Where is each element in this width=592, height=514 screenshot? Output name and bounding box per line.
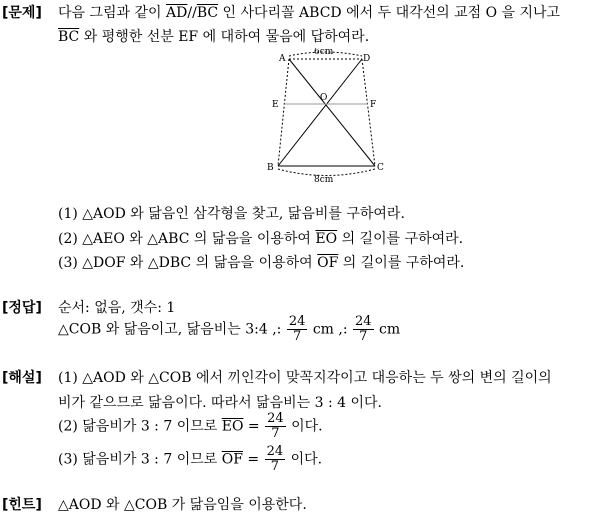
explanation-line-1: (1) △AOD 와 △COB 에서 끼인각이 맞꼭지각이고 대응하는 두 쌍의 변의 길이의 <box>58 370 552 386</box>
answer-line-1: 순서: 없음, 갯수: 1 <box>58 300 176 316</box>
explanation-line-3: (2) 닮음비가 3 : 7 이므로 $\overline{EO}$ = $\frac{24}{7}$ 이다. <box>58 411 323 441</box>
label-a: A <box>279 54 286 64</box>
explanation-tag: [해설] <box>2 370 42 386</box>
explanation-line-2: 비가 같으므로 닮음이다. 따라서 닮음비는 3 : 4 이다. <box>58 395 382 411</box>
segment-ad: $\overline{AD}$ <box>166 5 188 21</box>
problem-tag: [문제] <box>2 5 42 21</box>
explanation-line-4: (3) 닮음비가 3 : 7 이므로 $\overline{OF}$ = $\frac{24}{7}$ 이다. <box>58 444 323 474</box>
question-3: (3) △DOF 와 △DBC 의 닮음을 이용하여 $\overline{OF}$ 의 길이를 구하여라. <box>58 255 465 271</box>
problem-line-1: 다음 그림과 같이 $\overline{AD}//\overline{BC}$ 인 사다리꼴 ABCD 에서 두 대각선의 교점 O 을 지나고 <box>58 5 561 21</box>
segment-bc: $\overline{BC}$ <box>196 5 219 21</box>
fraction: $\frac{24}{7}$ <box>355 314 372 344</box>
label-e: E <box>272 100 279 110</box>
question-2: (2) △AEO 와 △ABC 의 닮음을 이용하여 $\overline{EO}$ 의 길이를 구하여라. <box>58 231 464 247</box>
trapezoid-figure <box>262 48 392 186</box>
fraction: $\frac{24}{7}$ <box>288 314 306 344</box>
bottom-length-label: 8cm <box>314 175 334 185</box>
fraction: $\frac{24}{7}$ <box>267 411 284 441</box>
top-length-label: 6cm <box>314 48 334 57</box>
label-d: D <box>363 54 371 64</box>
segment-bc-2: $\overline{BC}$ <box>58 29 80 45</box>
label-c: C <box>377 163 384 173</box>
hint-tag: [힌트] <box>2 497 42 513</box>
label-b: B <box>267 163 274 173</box>
question-1: (1) △AOD 와 닮음인 삼각형을 찾고, 닮음비를 구하여라. <box>58 206 405 222</box>
label-o: O <box>320 93 328 103</box>
answer-line-2: △COB 와 닮음이고, 닮음비는 3:4 ,: $\frac{24}{7}$ cm ,: $\frac{24}{7}$ cm <box>58 314 401 344</box>
fraction: $\frac{24}{7}$ <box>266 444 284 474</box>
answer-tag: [정답] <box>2 300 42 316</box>
problem-line-2: $\overline{BC}$ 와 평행한 선분 EF 에 대하여 물음에 답하여라. <box>58 29 370 45</box>
label-f: F <box>370 100 377 110</box>
hint-line-1: △AOD 와 △COB 가 닮음임을 이용한다. <box>58 497 307 513</box>
